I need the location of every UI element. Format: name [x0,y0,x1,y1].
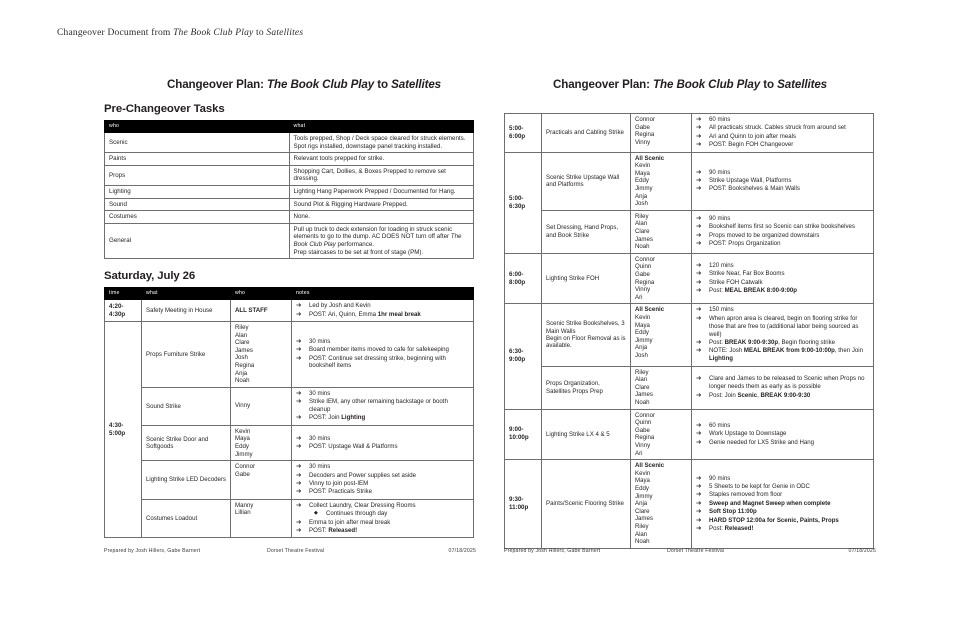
cell-what: Lighting Strike FOH [542,253,631,304]
table-row [505,152,874,210]
section-heading-pre-changeover: Pre-Changeover Tasks [104,103,225,115]
who-name: Regina [635,131,655,139]
notes-list [696,169,869,194]
cell-who [231,499,292,538]
table-row [105,499,474,538]
cell-who: Costumes [105,211,290,224]
note-item: ➔ POST: Join Lighting [296,414,469,422]
note-item: ➔ Work Upstage to Downstage [696,430,869,438]
column-header-who: who [231,288,292,300]
who-name: James [635,391,653,399]
who-name: Jimmy [635,336,653,344]
note-item: ➔ 120 mins [696,262,869,270]
table-row [105,425,474,460]
running-head-italic-show-from: The Book Club Play [173,28,254,38]
table-row [505,253,874,304]
note-item: ➔ Decoders and Power supplies set aside [296,472,469,480]
footer-date: 07/18/2025 [848,548,876,554]
table-row [505,460,874,549]
who-name: James [635,515,653,523]
who-name: Eddy [635,329,649,337]
note-item: ➔ Strike IEM, any other remaining backstage or booth cleanup [296,398,469,414]
who-name: Josh [635,351,648,359]
who-name: Connor [235,463,255,471]
cell-who [631,114,692,153]
who-list [635,462,687,546]
who-name: Regina [235,361,255,369]
who-name: Josh [235,354,248,362]
who-name: Eddy [635,177,649,185]
who-name: ALL STAFF [235,306,268,314]
notes-list [296,463,469,496]
cell-time: 4:20- 4:30p [105,300,142,322]
cell-notes [692,460,874,549]
note-item: ➔ Post: MEAL BREAK 8:00-9:00p [696,287,869,295]
who-name: Riley [635,522,649,530]
running-head-mid: to [253,28,267,38]
who-name: Connor [635,411,655,419]
table-row [105,321,474,387]
cell-what: None. [289,211,474,224]
title-prefix: Changeover Plan: [166,78,268,91]
note-item: ➔ Post: Released! [696,525,869,533]
table-header-row [105,121,474,133]
note-item: ➔ Vinny to join post-IEM [296,480,469,488]
title-show-to: Satellites [391,78,442,91]
title-show-from: The Book Club Play [653,78,761,91]
who-name: Jimmy [635,492,653,500]
cell-who [631,409,692,460]
who-name: Maya [235,435,250,443]
cell-time: 4:30- 5:00p [105,321,142,538]
who-name: Kevin [235,427,251,435]
cell-what: Practicals and Cabling Strike [542,114,631,153]
note-item: ➔ 60 mins [696,116,869,124]
note-item: ➔ 30 mins [296,338,469,346]
note-item: ➔ All practicals struck. Cables struck from around set [696,124,869,132]
who-name: Anja [635,344,648,352]
who-name: Gabe [235,470,250,478]
cell-what: Paints/Scenic Flooring Strike [542,460,631,549]
who-name: Clare [635,383,650,391]
cell-notes [292,321,474,387]
column-header-what: what [289,121,474,133]
note-item: ➔ Soft Stop 11:00p [696,508,869,516]
table-row [505,366,874,409]
page-footer-left [100,548,480,558]
cell-what: Sound Plot & Rigging Hardware Prepped. [289,198,474,211]
who-name: Clare [635,227,650,235]
who-name: Quinn [635,419,652,427]
who-name: All Scenic [635,306,665,314]
cell-notes [292,499,474,538]
cell-what: Scenic Strike Door and Softgoods [142,425,231,460]
who-list [635,116,687,146]
who-name: Jimmy [235,450,253,458]
cell-what: Shopping Cart, Dollies, & Boxes Prepped to remove set dressing. [289,165,474,185]
notes-list [696,475,869,533]
pre-changeover-tasks-table [104,120,474,259]
table-header-row [105,288,474,300]
cell-notes [692,366,874,409]
who-name: Regina [635,278,655,286]
note-item: ➔ Strike Near, Far Box Booms [696,270,869,278]
who-list [235,502,287,517]
note-item: ➔ Sweep and Magnet Sweep when complete [696,500,869,508]
notes-list [696,116,869,149]
who-name: Noah [235,377,250,385]
note-item: ➔ 30 mins [296,435,469,443]
who-list [235,463,287,478]
saturday-schedule-table [104,287,474,538]
cell-time: 9:00- 10:00p [505,409,542,460]
table-row [505,304,874,366]
section-heading-saturday: Saturday, July 26 [104,270,196,283]
note-item: ➔ 90 mins [696,475,869,483]
table-row [105,153,474,166]
who-name: Anja [635,500,648,508]
cell-who: Scenic [105,133,290,153]
cell-who [631,152,692,210]
who-name: Ari [635,293,643,301]
who-name: Connor [635,116,655,123]
who-name: James [635,235,653,243]
running-head-italic-show-to: Satellites [266,28,304,38]
cell-who [631,460,692,549]
page-left-title [100,70,480,97]
who-name: Gabe [635,123,650,131]
table-row [505,409,874,460]
who-list [635,256,687,302]
who-list [635,369,687,407]
column-header-who: who [105,121,290,133]
notes-list [696,306,869,363]
note-item: ➔ POST: Begin FOH Changeover [696,141,869,149]
cell-who: General [105,223,290,258]
note-item: ➔ POST: Ari, Quinn, Emma 1hr meal break [296,311,469,319]
who-name: Gabe [635,426,650,434]
note-item: ➔ POST: Practicals Strike [296,488,469,496]
who-name: Manny [235,501,254,509]
who-name: Noah [635,243,650,251]
title-mid: to [760,78,778,91]
note-item: ➔ POST: Bookshelves & Main Walls [696,185,869,193]
note-item: ➔ Collect Laundry, Clear Dressing Rooms [296,502,469,510]
note-item: ➔ Ari and Quinn to join after meals [696,133,869,141]
notes-list [296,338,469,371]
cell-notes [692,253,874,304]
cell-what: Lighting Strike LED Decoders [142,461,231,500]
page-left [100,70,480,538]
who-name: Ari [635,449,643,457]
note-item: ➔ 150 mins [696,306,869,314]
cell-what: Safety Meeting in House [142,300,231,322]
footer-date: 07/18/2025 [448,548,476,554]
who-name: Alan [635,530,648,538]
cell-time: 5:00- 6:30p [505,152,542,253]
note-item: ➔ Led by Josh and Kevin [296,302,469,310]
who-name: Vinny [635,138,651,146]
running-head [57,28,303,38]
cell-time: 6:00- 8:00p [505,253,542,304]
cell-notes [292,300,474,322]
cell-what: Relevant tools prepped for strike. [289,153,474,166]
who-name: Anja [235,369,248,377]
title-prefix: Changeover Plan: [552,78,654,91]
note-item: ➔ 30 mins [296,390,469,398]
cell-who [231,387,292,425]
note-item: ➔ Staples removed from floor [696,491,869,499]
who-name: Riley [635,212,649,220]
column-header-time: time [105,288,142,300]
who-name: Anja [635,192,648,200]
table-row [105,133,474,153]
cell-time: 6:30- 9:00p [505,304,542,409]
note-item: ➔ Post: BREAK 9:00-9:30p, Begin flooring strike [696,339,869,347]
note-item: ➔ Clare and James to be released to Scenic when Props no longer needs them as early as is possible [696,375,869,391]
who-name: Jimmy [635,185,653,192]
running-head-pre: Changeover Document from [57,28,174,38]
who-name: Josh [635,200,648,208]
cell-what: Set Dressing, Hand Props, and Book Strike [542,210,631,253]
note-item: ➔ When apron area is cleared, begin on flooring strike for those that are free to (additional labor being sourced as well) [696,315,869,339]
cell-what: Lighting Hang Paperwork Prepped / Documented for Hang. [289,185,474,198]
who-list [635,306,687,359]
footer-prepared-by: Prepared by Josh Hillers, Gabe Barnert [104,548,201,554]
cell-who: Props [105,165,290,185]
cell-what: Props Organization, Satellites Props Prep [542,366,631,409]
who-name: Gabe [635,270,650,278]
cell-who [631,253,692,304]
note-item: ➔ Bookshelf items first so Scenic can strike bookshelves [696,223,869,231]
note-item: ➔ POST: Continue set dressing strike, beginning with bookshelf items [296,355,469,371]
who-name: Lillian [235,509,251,517]
table-row [105,211,474,224]
note-item: ➔ Emma to join after meal break [296,519,469,527]
who-name: Alan [635,220,648,228]
notes-list [296,502,469,535]
who-name: Maya [635,169,650,177]
table-row [105,165,474,185]
notes-list [696,215,869,248]
who-list [235,307,287,315]
who-name: Maya [635,321,650,329]
who-name: Vinny [235,402,251,410]
notes-list [696,262,869,295]
footer-organization: Dorset Theatre Festival [267,548,325,554]
footer-prepared-by: Prepared by Josh Hillers, Gabe Barnert [504,548,601,554]
saturday-schedule-table-continued [504,113,874,549]
cell-who: Lighting [105,185,290,198]
cell-what: Lighting Strike LX 4 & 5 [542,409,631,460]
cell-what: Sound Strike [142,387,231,425]
notes-list [696,422,869,447]
cell-what: Tools prepped, Shop / Deck space cleared for struck elements. Spot rigs installed, downstage panel tracking installed. [289,133,474,153]
note-item: ➔ Strike Upstage Wall, Platforms [696,177,869,185]
cell-time: 9:30- 11:00p [505,460,542,549]
cell-what: Costumes Loadout [142,499,231,538]
cell-who [231,300,292,322]
cell-notes [692,114,874,153]
who-name: Maya [635,477,650,485]
note-item: ➔ 60 mins [696,422,869,430]
cell-what: Scenic Strike Upstage Wall and Platforms [542,152,631,210]
table-row [105,387,474,425]
who-name: Eddy [635,484,649,492]
who-name: Vinny [635,286,651,294]
who-name: Eddy [235,443,249,450]
who-list [235,428,287,458]
who-name: Alan [235,331,248,339]
cell-who [231,461,292,500]
cell-who [631,210,692,253]
who-list [635,155,687,208]
who-name: Noah [635,538,650,546]
note-item: ➔ POST: Released! [296,527,469,535]
cell-notes [692,304,874,366]
who-name: Vinny [635,442,651,449]
note-item: ➔ NOTE: Josh MEAL BREAK from 9:00-10:00p, then Join Lighting [696,347,869,363]
who-list [235,402,287,410]
cell-notes [692,152,874,210]
cell-who [631,304,692,366]
note-item: ◆ Continues through day [296,510,469,518]
who-name: Riley [635,368,649,376]
cell-who [231,425,292,460]
who-name: Clare [235,339,250,347]
note-item: ➔ HARD STOP 12:00a for Scenic, Paints, Props [696,517,869,525]
title-show-to: Satellites [777,78,828,91]
note-item: ➔ POST: Upstage Wall & Platforms [296,443,469,451]
who-name: All Scenic [635,462,665,470]
table-row [105,198,474,211]
who-name: Connor [635,255,655,263]
title-mid: to [374,78,392,91]
page-right [500,70,880,549]
note-item: ➔ Post: Join Scenic, BREAK 9:00-9:30 [696,392,869,400]
table-row [105,185,474,198]
cell-notes [292,461,474,500]
who-name: Kevin [635,162,651,170]
cell-notes [692,409,874,460]
column-header-what: what [142,288,231,300]
note-item: ➔ Genie needed for LX5 Strike and Hang [696,439,869,447]
who-list [635,213,687,251]
cell-who: Paints [105,153,290,166]
note-item: ➔ POST: Props Organization [696,240,869,248]
cell-notes [292,387,474,425]
notes-list [296,390,469,423]
page-footer-right [500,548,880,558]
cell-what: Scenic Strike Bookshelves, 3 Main Walls Begin on Floor Removal as is available. [542,304,631,366]
who-name: Regina [635,434,655,442]
who-name: Riley [235,323,249,331]
note-item: ➔ Props moved to be organized downstairs [696,232,869,240]
who-list [235,324,287,385]
who-name: Noah [635,399,650,407]
note-item: ➔ 90 mins [696,215,869,223]
cell-what: Props Furniture Strike [142,321,231,387]
table-row [505,210,874,253]
cell-who [231,321,292,387]
page-right-title [500,70,880,97]
footer-organization: Dorset Theatre Festival [667,548,725,554]
note-item: ➔ Board member items moved to cafe for safekeeping [296,346,469,354]
who-name: James [235,346,253,354]
table-row [105,300,474,322]
who-name: All Scenic [635,154,665,162]
who-list [635,412,687,458]
who-name: Clare [635,507,650,515]
notes-list [296,302,469,318]
note-item: ➔ 90 mins [696,169,869,177]
table-row [105,223,474,258]
cell-time: 5:00- 6:00p [505,114,542,153]
table-row [105,461,474,500]
cell-who [631,366,692,409]
cell-notes [292,425,474,460]
who-name: Alan [635,376,648,384]
who-name: Kevin [635,469,651,477]
note-item: ➔ Strike FOH Catwalk [696,279,869,287]
title-show-from: The Book Club Play [267,78,375,91]
cell-who: Sound [105,198,290,211]
notes-list [696,375,869,399]
note-item: ➔ 30 mins [296,463,469,471]
cell-notes [692,210,874,253]
column-header-notes: notes [292,288,474,300]
note-item: ➔ 5 Sheets to be kept for Genie in ODC [696,483,869,491]
cell-what: Pull up truck to deck extension for loading in struck scenic elements to go to the dump. AC DOES NOT turn off after The Book Club Play performance. Prep staircases to be set at front of stage (PM). [289,223,474,258]
who-name: Kevin [635,313,651,321]
who-name: Quinn [635,263,652,271]
notes-list [296,435,469,451]
table-row [505,114,874,153]
